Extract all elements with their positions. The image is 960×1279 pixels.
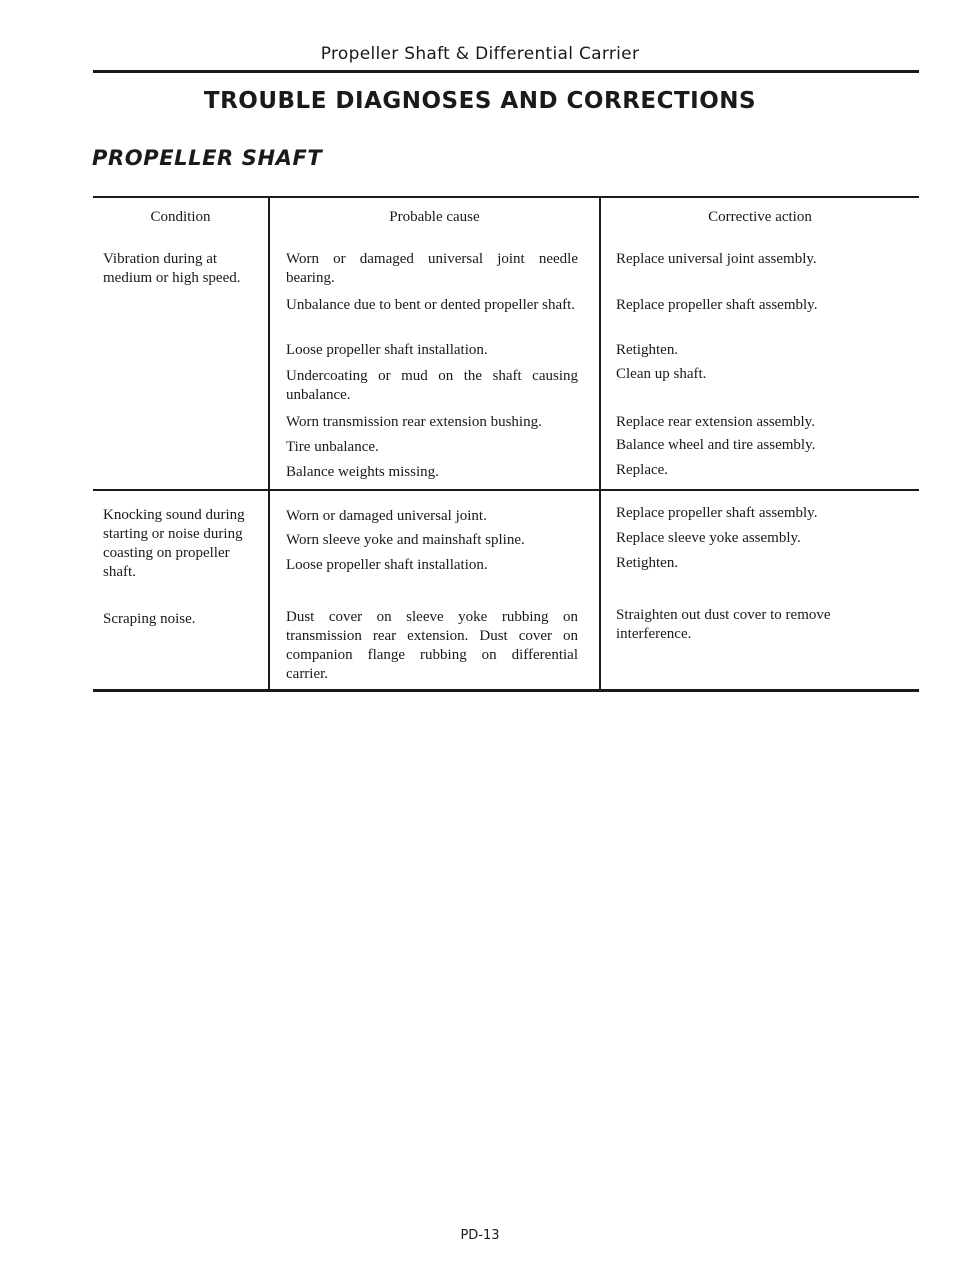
page-number: PD-13 bbox=[460, 1228, 500, 1243]
action-item: Replace propeller shaft assembly. bbox=[616, 297, 818, 313]
table-middle-rule bbox=[93, 489, 919, 491]
table-top-rule bbox=[93, 196, 919, 198]
column-header-condition: Condition bbox=[150, 209, 211, 225]
column-header-cause: Probable cause bbox=[389, 209, 480, 225]
condition-scraping: Scraping noise. bbox=[103, 611, 196, 627]
action-item: Straighten out dust cover to remove interference. bbox=[616, 607, 831, 642]
action-item: Clean up shaft. bbox=[616, 366, 707, 382]
cause-item: Worn or damaged universal joint. bbox=[286, 508, 487, 524]
section-title: PROPELLER SHAFT bbox=[92, 146, 323, 170]
cause-item: Tire unbalance. bbox=[286, 439, 379, 455]
cause-item: Worn or damaged universal joint needle bearing. bbox=[286, 251, 578, 286]
header-rule bbox=[93, 70, 919, 73]
running-head: Propeller Shaft & Differential Carrier bbox=[320, 44, 640, 64]
condition-knocking: Knocking sound during starting or noise during coasting on propeller shaft. bbox=[103, 507, 245, 580]
condition-vibration: Vibration during at medium or high speed. bbox=[103, 251, 241, 286]
cause-item: Unbalance due to bent or dented propeller shaft. bbox=[286, 297, 576, 313]
column-divider-1 bbox=[268, 198, 270, 689]
cause-item: Worn transmission rear extension bushing. bbox=[286, 414, 542, 430]
action-item: Balance wheel and tire assembly. bbox=[616, 437, 816, 453]
cause-item: Undercoating or mud on the shaft causing unbalance. bbox=[286, 368, 578, 403]
action-item: Replace sleeve yoke assembly. bbox=[616, 530, 801, 546]
action-item: Replace propeller shaft assembly. bbox=[616, 505, 818, 521]
cause-item: Dust cover on sleeve yoke rubbing on transmission rear extension. Dust cover on companion flange rubbing on differential carrier. bbox=[286, 609, 578, 682]
cause-item: Worn sleeve yoke and mainshaft spline. bbox=[286, 532, 525, 548]
table-bottom-rule bbox=[93, 689, 919, 692]
action-item: Replace rear extension assembly. bbox=[616, 414, 815, 430]
action-item: Retighten. bbox=[616, 342, 679, 358]
cause-item: Loose propeller shaft installation. bbox=[286, 342, 488, 358]
action-item: Replace. bbox=[616, 462, 669, 478]
cause-item: Loose propeller shaft installation. bbox=[286, 557, 488, 573]
action-item: Replace universal joint assembly. bbox=[616, 251, 817, 267]
column-divider-2 bbox=[599, 198, 601, 689]
cause-item: Balance weights missing. bbox=[286, 464, 439, 480]
page-title: TROUBLE DIAGNOSES AND CORRECTIONS bbox=[203, 88, 757, 114]
column-header-action: Corrective action bbox=[708, 209, 812, 225]
action-item: Retighten. bbox=[616, 555, 679, 571]
